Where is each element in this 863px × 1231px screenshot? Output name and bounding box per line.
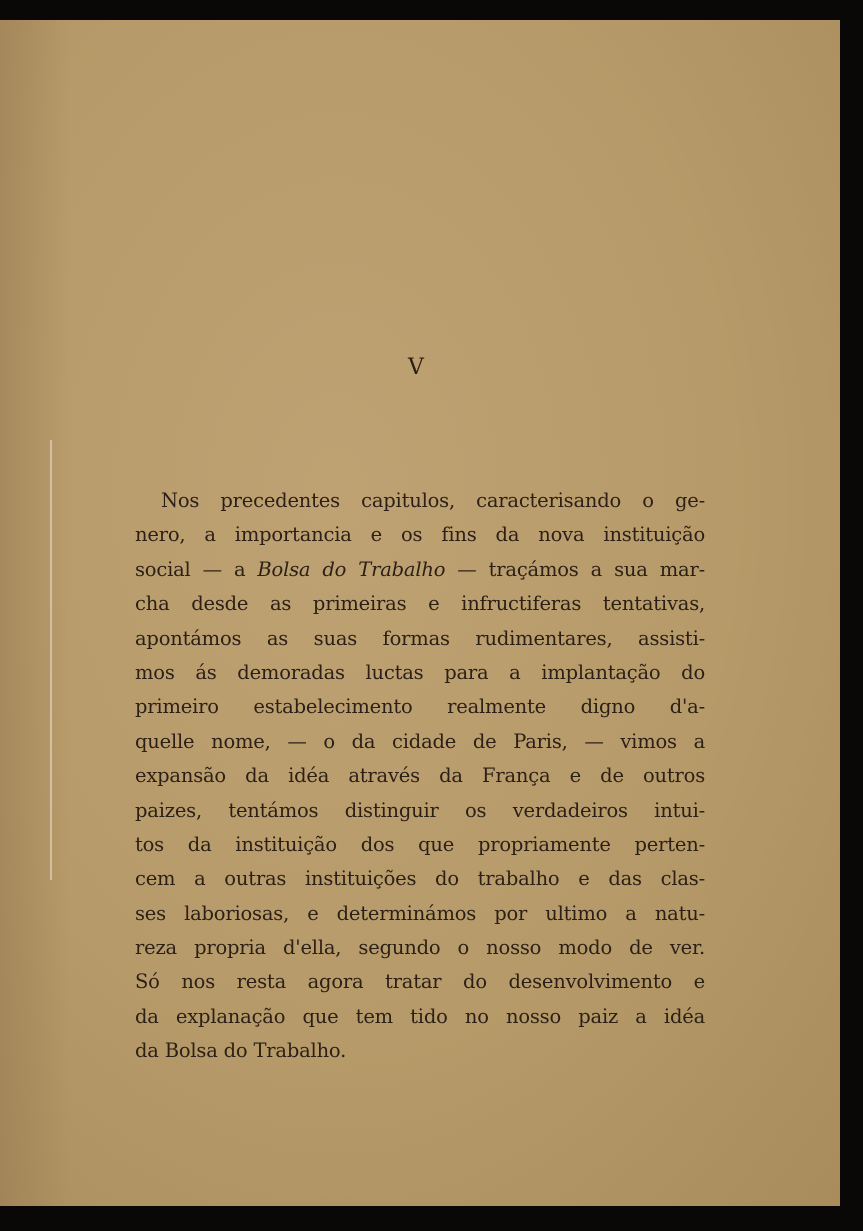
text-line: da explanação que tem tido no nosso paiz a idéa xyxy=(135,1004,705,1028)
text-line: mos ás demoradas luctas para a implantação do xyxy=(135,660,705,684)
text-line: Só nos resta agora tratar do desenvolvimento e xyxy=(135,970,705,994)
text-line: cha desde as primeiras e infructiferas tentativas, xyxy=(135,592,705,616)
binding-thread xyxy=(50,440,52,880)
text-line: tos da instituição dos que propriamente perten- xyxy=(135,832,705,856)
text-line: nero, a importancia e os fins da nova instituição xyxy=(135,523,705,547)
text-line: cem a outras instituições do trabalho e das clas- xyxy=(135,867,705,891)
body-paragraph xyxy=(135,484,705,1069)
text-line: ses laboriosas, e determinámos por ultimo a natu- xyxy=(135,901,705,925)
text-line: Nos precedentes capitulos, caracterisando o ge- xyxy=(161,489,705,512)
text-span: social — a xyxy=(135,557,258,581)
book-page xyxy=(0,20,840,1206)
text-line: expansão da idéa através da França e de outros xyxy=(135,764,705,788)
text-line: reza propria d'ella, segundo o nosso modo de ver. xyxy=(135,936,705,960)
text-line xyxy=(135,553,705,587)
text-line: apontámos as suas formas rudimentares, assisti- xyxy=(135,626,705,650)
chapter-number: V xyxy=(408,355,424,380)
text-line: da Bolsa do Trabalho. xyxy=(135,1039,347,1063)
text-line: paizes, tentámos distinguir os verdadeiros intui- xyxy=(135,798,705,822)
text-span: — traçámos a sua mar- xyxy=(445,557,705,581)
text-line: quelle nome, — o da cidade de Paris, — vimos a xyxy=(135,729,705,753)
text-line: primeiro estabelecimento realmente digno d'a- xyxy=(135,695,705,719)
italic-title: Bolsa do Trabalho xyxy=(257,557,446,581)
